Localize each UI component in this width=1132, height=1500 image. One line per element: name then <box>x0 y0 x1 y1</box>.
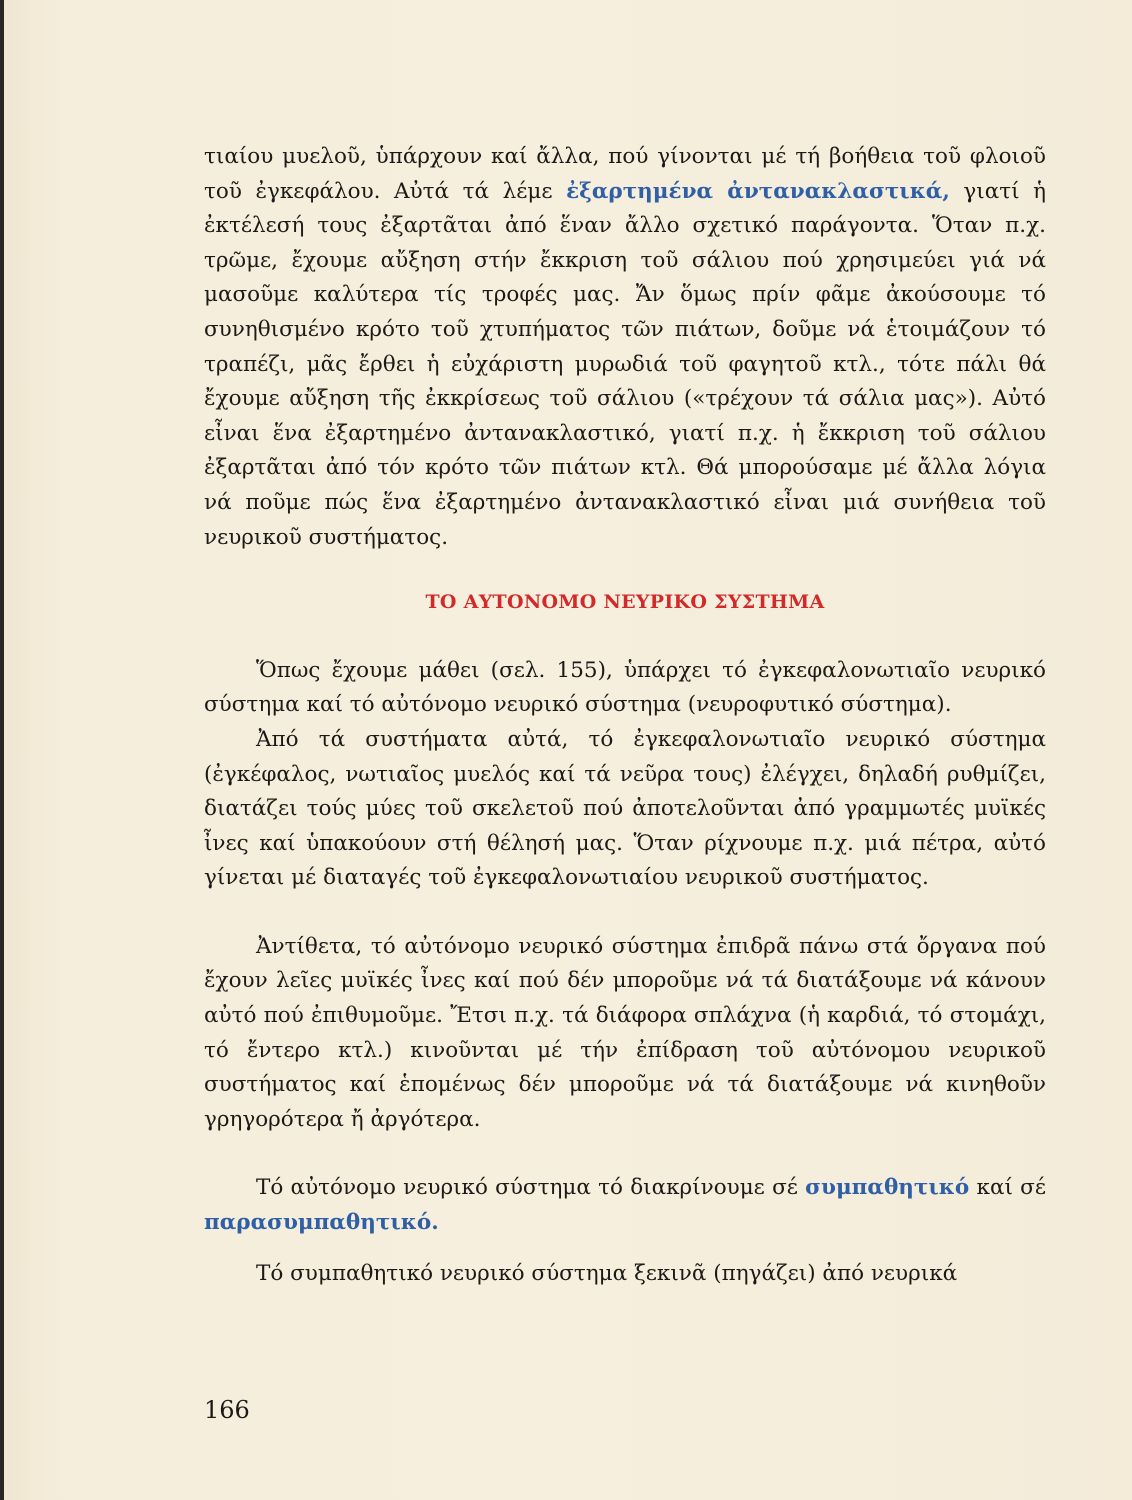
paragraph-dependent-reflexes <box>204 140 1046 555</box>
paragraph-text: τιαίου μυελοῦ, ὑπάρχουν καί ἄλλα, πού γίνονται μέ τή βοήθεια τοῦ φλοιοῦ τοῦ ἐγκεφάλου. Αὐτά τά λέμε <box>204 144 1046 204</box>
paragraph-text: καί σέ <box>969 1175 1046 1201</box>
paragraph-divisions <box>204 1171 1046 1240</box>
paragraph-intro: Ὅπως ἔχουμε μάθει (σελ. 155), ὑπάρχει τό ἐγκεφαλονωτιαῖο νευρικό σύστημα καί τό αὐτόνομο νευρικό σύστημα (νευροφυτικό σύστημα). <box>204 657 1046 718</box>
page-number: 166 <box>204 1396 250 1424</box>
paragraph-text: Τό αὐτόνομο νευρικό σύστημα τό διακρίνουμε σέ <box>256 1175 806 1201</box>
term-dependent-reflexes: ἐξαρτημένα ἀντανακλαστικά, <box>566 178 950 204</box>
page-binding-edge <box>0 0 4 1500</box>
paragraph-autonomic: Ἀντίθετα, τό αὐτόνομο νευρικό σύστημα ἐπιδρᾶ πάνω στά ὄργανα πού ἔχουν λεῖες μυϊκές ἶνες καί πού δέν μποροῦμε νά τά διατάξουμε νά κάνουν αὐτό πού ἐπιθυμοῦμε. Ἔτσι π.χ. τά διάφορα σπλάχνα (ἡ καρδιά, τό στομάχι, τό ἔντερο κτλ.) κινοῦνται μέ τήν ἐπίδραση τοῦ αὐτόνομου νευρικοῦ συστήματος καί ἑπομένως δέν μποροῦμε νά τά διατάξουμε νά κινηθοῦν γρηγορότερα ἤ ἀργότερα. <box>204 933 1046 1132</box>
paragraph-cerebrospinal: Ἀπό τά συστήματα αὐτά, τό ἐγκεφαλονωτιαῖο νευρικό σύστημα (ἐγκέφαλος, νωτιαῖος μυελός καί τά νεῦρα τους) ἐλέγχει, δηλαδή ρυθμίζει, διατάζει τούς μύες τοῦ σκελετοῦ πού ἀποτελοῦνται ἀπό γραμμωτές μυϊκές ἶνες καί ὑπακούουν στή θέλησή μας. Ὅταν ρίχνουμε π.χ. μιά πέτρα, αὐτό γίνεται μέ διαταγές τοῦ ἐγκεφαλονωτιαίου νευρικοῦ συστήματος. <box>204 726 1046 891</box>
term-sympathetic: συμπαθητικό <box>805 1175 970 1201</box>
main-text <box>204 140 1046 1291</box>
section-heading: ΤΟ ΑΥΤΟΝΟΜΟ ΝΕΥΡΙΚΟ ΣΥΣΤΗΜΑ <box>425 591 825 614</box>
term-parasympathetic: παρασυμπαθητικό. <box>204 1210 439 1236</box>
paragraph-sympathetic: Τό συμπαθητικό νευρικό σύστημα ξεκινᾶ (πηγάζει) ἀπό νευρικά <box>256 1260 958 1286</box>
paragraph-text: γιατί ἡ ἐκτέλεσή τους ἐξαρτᾶται ἀπό ἕναν ἄλλο σχετικό παράγοντα. Ὅταν π.χ. τρῶμε, ἔχουμε αὔξηση στήν ἔκκριση τοῦ σάλιου πού χρησιμεύει γιά νά μασοῦμε καλύτερα τίς τροφές μας. Ἄν ὅμως πρίν φᾶμε ἀκούσουμε τό συνηθισμένο κρότο τοῦ χτυπήματος τῶν πιάτων, δοῦμε νά ἑτοιμάζουν τό τραπέζι, μᾶς ἔρθει ἡ εὐχάριστη μυρωδιά τοῦ φαγητοῦ κτλ., τότε πάλι θά ἔχουμε αὔξηση τῆς ἐκκρίσεως τοῦ σάλιου («τρέχουν τά σάλια μας»). Αὐτό εἶναι ἕνα ἐξαρτημένο ἀντανακλαστικό, γιατί π.χ. ἡ ἔκκριση τοῦ σάλιου ἐξαρτᾶται ἀπό τόν κρότο τῶν πιάτων κτλ. Θά μπορούσαμε μέ ἄλλα λόγια νά ποῦμε πώς ἕνα ἐξαρτημένο ἀντανακλαστικό εἶναι μιά συνήθεια τοῦ νευρικοῦ συστήματος. <box>204 178 1046 550</box>
